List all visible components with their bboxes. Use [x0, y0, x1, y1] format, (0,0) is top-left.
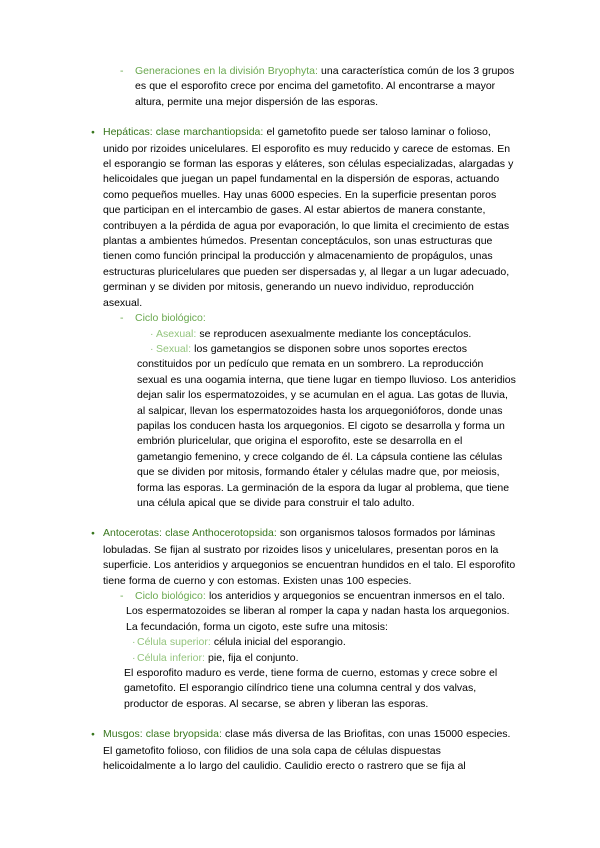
list-item-body: pie, fija el conjunto. [208, 651, 299, 664]
list-item-body: son organismos talosos formados por láminas lobuladas. Se fijan al sustrato por rizoides lisos y unicelulares, presentan poros en la superficie. Los anteridios y arquegonios se encuentran hundidos en el talo. El esporofito tiene forma de cuerno y con estomas. Existen unas 100 especies. [103, 527, 516, 587]
list-item-lead: Célula inferior: [137, 651, 205, 664]
list-item-celula-superior [0, 635, 516, 650]
list-item-lead: Hepáticas: clase marchantiopsida: [103, 126, 264, 139]
list-item-lead: Antocerotas: clase Anthocerotopsida: [103, 527, 277, 540]
list-item-ciclo-biologico-antocerotas [0, 589, 516, 635]
list-item-body: los gametangios se disponen sobre unos soportes erectos constituidos por un pedículo que remata en un sombrero. La reproducción sexual es una oogamia interna, que tiene lugar en tiempo lluvioso. Los anteridios dejan salir los espermatozoides, y se acumulan en el agua. Las gotas de lluvia, al salpicar, llevan los espermatozoides hasta los arquegonióforos, donde unas papilas los conducen hasta los arquegonios. El cigoto se desarrolla y forma un embrión pluricelular, que origina el esporofito, este se desarrolla en el gametangio femenino, y crece colgando de él. La cápsula contiene las células que se dividen por mitosis, formando étaler y células madre que, por meiosis, forma las esporas. La germinación de la espora da lugar al problema, que tiene una célula apical que se divide para construir el talo adulto. [137, 342, 516, 509]
paragraph-esporofito-maduro [0, 666, 516, 712]
dash-marker: - [120, 590, 124, 602]
list-item-hepaticas [0, 125, 516, 311]
list-item-celula-inferior [0, 651, 516, 666]
list-item-asexual [0, 327, 516, 342]
dot-marker: · [132, 636, 136, 649]
list-item-ciclo-biologico-hepaticas [0, 311, 516, 326]
list-item-body: el gametofito puede ser taloso laminar o folioso, unido por rizoides unicelulares. El esporofito es muy reducido y carece de estomas. En el esporangio se forman las esporas y eláteres, son células especializadas, alargadas y helicoidales que juegan un papel fundamental en la dispersión de esporas, actuando como pequeños muelles. Hay unas 6000 especies. En la superficie presentan poros que participan en el intercambio de gases. Al estar abiertos de manera constante, contribuyen a la pérdida de agua por evaporación, lo que limita el crecimiento de estas plantas a ambientes húmedos. Presentan conceptáculos, son unas estructuras que tienen como función principal la producción y almacenamiento de propágulos, unas estructuras pluricelulares que pueden ser dispersadas y, al llegar a un lugar adecuado, germinan y se dividen por mitosis, generando un nuevo individuo, reproducción asexual. [103, 126, 514, 309]
list-item-lead: Asexual: [156, 327, 197, 340]
list-item-body: clase más diversa de las Briofitas, con unas 15000 especies. El gametofito folioso, con filidios de una sola capa de células dispuestas helicoidalmente a lo largo del caulidio. Caulidio erecto o rastrero que se fija al [103, 728, 511, 773]
paragraph-body: El esporofito maduro es verde, tiene forma de cuerno, estomas y crece sobre el gametofito. El esporangio cilíndrico tiene una columna central y dos valvas, productor de esporas. Al secarse, se abren y liberan las esporas. [124, 667, 498, 710]
list-item-sexual [0, 342, 516, 511]
bullet-marker: ● [91, 128, 95, 136]
list-item-lead: Sexual: [156, 342, 192, 355]
list-item-lead: Célula superior: [137, 636, 211, 649]
list-item-lead: Ciclo biológico: [135, 590, 206, 602]
list-item-lead: Ciclo biológico: [135, 312, 206, 325]
list-item-body: se reproducen asexualmente mediante los conceptáculos. [199, 327, 472, 340]
list-item-antocerotas [0, 526, 516, 589]
dash-marker: - [120, 65, 124, 77]
dot-marker: · [150, 342, 154, 355]
list-item-musgos [0, 727, 516, 774]
dot-marker: · [132, 651, 136, 664]
dot-marker: · [150, 327, 154, 340]
list-item-body: una característica común de los 3 grupos es que el esporofito crece por encima del gametofito. Al encontrarse a mayor altura, permite una mejor dispersión de las esporas. [135, 65, 515, 108]
dash-marker: - [120, 312, 124, 325]
bullet-marker: ● [91, 730, 95, 738]
list-item-lead: Generaciones en la división Bryophyta: [135, 65, 318, 77]
list-item-body: los anteridios y arquegonios se encuentran inmersos en el talo. Los espermatozoides se liberan al romper la capa y nadan hasta los arquegonios. La fecundación, forma un cigoto, este sufre una mitosis: [126, 590, 510, 633]
list-item-generaciones [0, 64, 516, 110]
bullet-marker: ● [91, 529, 95, 537]
list-item-body: célula inicial del esporangio. [213, 636, 346, 649]
list-item-lead: Musgos: clase bryopsida: [103, 728, 222, 741]
